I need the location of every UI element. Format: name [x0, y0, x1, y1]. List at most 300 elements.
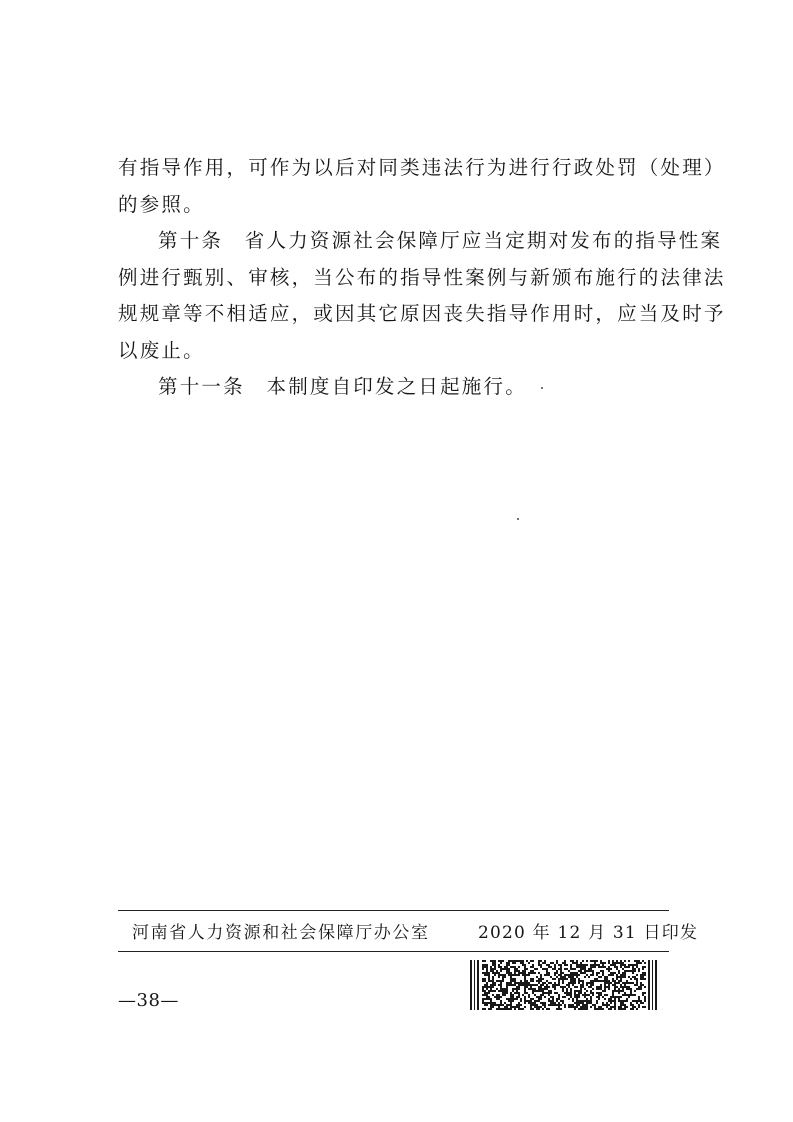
barcode-module — [608, 986, 610, 988]
barcode-module — [530, 970, 532, 972]
barcode-module — [574, 978, 576, 980]
barcode-module — [598, 1006, 600, 1008]
barcode-module — [506, 970, 508, 972]
barcode-module — [492, 984, 494, 986]
barcode-module — [626, 966, 628, 968]
barcode-module — [590, 970, 592, 972]
barcode-module — [562, 1002, 564, 1004]
barcode-module — [580, 962, 582, 964]
barcode-module — [488, 1002, 490, 1004]
barcode-module — [542, 990, 544, 992]
barcode-module — [550, 962, 552, 964]
barcode-module — [598, 988, 600, 990]
barcode-module — [624, 976, 626, 978]
barcode-module — [606, 978, 608, 980]
barcode-module — [570, 990, 572, 992]
barcode-module — [574, 1008, 576, 1010]
barcode-module — [490, 1002, 492, 1004]
barcode-module — [580, 964, 582, 966]
barcode-module — [608, 1004, 610, 1006]
barcode-module — [572, 972, 574, 974]
barcode-module — [564, 1006, 566, 1008]
barcode-module — [532, 1004, 534, 1006]
barcode-module — [610, 1008, 612, 1010]
barcode-module — [506, 992, 508, 994]
barcode-module — [596, 978, 598, 980]
barcode-module — [540, 1006, 542, 1008]
barcode-module — [624, 960, 626, 962]
barcode-module — [598, 998, 600, 1000]
barcode-module — [488, 996, 490, 998]
barcode-module — [530, 960, 532, 962]
barcode-module — [570, 982, 572, 984]
barcode-module — [592, 974, 594, 976]
barcode-module — [574, 986, 576, 988]
barcode-module — [564, 996, 566, 998]
barcode-module — [570, 972, 572, 974]
barcode-module — [530, 1000, 532, 1002]
barcode-module — [546, 1008, 548, 1010]
barcode-module — [552, 1004, 554, 1006]
barcode-module — [642, 984, 644, 986]
barcode-module — [628, 960, 630, 962]
barcode-module — [612, 994, 614, 996]
barcode-module — [532, 1008, 534, 1010]
barcode-module — [536, 996, 538, 998]
barcode-module — [584, 966, 586, 968]
footer-issuer: 河南省人力资源和社会保障厅办公室 — [132, 923, 430, 943]
barcode-module — [612, 972, 614, 974]
barcode-module — [508, 1008, 510, 1010]
barcode-module — [602, 1002, 604, 1004]
barcode-module — [570, 980, 572, 982]
barcode-module — [524, 984, 526, 986]
barcode-module — [520, 972, 522, 974]
barcode-module — [572, 982, 574, 984]
barcode-module — [508, 960, 510, 962]
barcode-module — [512, 960, 514, 962]
barcode-module — [622, 1008, 624, 1010]
barcode-module — [638, 988, 640, 990]
barcode-module — [516, 996, 518, 998]
barcode-module — [484, 1002, 486, 1004]
barcode-module — [590, 992, 592, 994]
barcode-module — [484, 1008, 486, 1010]
barcode-module — [600, 986, 602, 988]
barcode-module — [558, 968, 560, 970]
barcode-module — [500, 988, 502, 990]
barcode-module — [600, 966, 602, 968]
barcode-module — [548, 1008, 550, 1010]
barcode-module — [516, 968, 518, 970]
barcode-module — [586, 998, 588, 1000]
barcode-module — [510, 966, 512, 968]
barcode-module — [514, 966, 516, 968]
barcode-module — [544, 1002, 546, 1004]
barcode-module — [630, 964, 632, 966]
barcode-module — [616, 960, 618, 962]
barcode-module — [568, 992, 570, 994]
barcode-module — [484, 972, 486, 974]
barcode-module — [590, 982, 592, 984]
barcode-module — [598, 994, 600, 996]
barcode-module — [562, 982, 564, 984]
barcode-module — [510, 982, 512, 984]
barcode-module — [592, 972, 594, 974]
barcode-module — [618, 990, 620, 992]
barcode-module — [506, 990, 508, 992]
barcode-module — [482, 988, 484, 990]
barcode-module — [554, 984, 556, 986]
barcode-module — [492, 1004, 494, 1006]
barcode-module — [604, 994, 606, 996]
barcode-module — [618, 972, 620, 974]
barcode-module — [532, 964, 534, 966]
barcode-module — [560, 1000, 562, 1002]
barcode-module — [540, 988, 542, 990]
barcode-module — [522, 974, 524, 976]
barcode-module — [550, 1002, 552, 1004]
barcode-module — [490, 1006, 492, 1008]
barcode-module — [576, 996, 578, 998]
barcode-module — [508, 968, 510, 970]
barcode-module — [540, 980, 542, 982]
barcode-module — [630, 1008, 632, 1010]
barcode-module — [572, 978, 574, 980]
barcode-module — [482, 960, 484, 962]
barcode-module — [514, 970, 516, 972]
barcode-module — [630, 970, 632, 972]
barcode-module — [576, 1006, 578, 1008]
barcode-module — [502, 990, 504, 992]
barcode-module — [582, 994, 584, 996]
barcode-module — [600, 1008, 602, 1010]
barcode-module — [582, 964, 584, 966]
barcode-module — [556, 972, 558, 974]
barcode-module — [516, 998, 518, 1000]
barcode-module — [566, 984, 568, 986]
barcode-module — [608, 974, 610, 976]
barcode-module — [560, 970, 562, 972]
barcode-module — [590, 974, 592, 976]
barcode-module — [524, 980, 526, 982]
barcode-module — [516, 988, 518, 990]
barcode-module — [610, 998, 612, 1000]
barcode-module — [534, 1000, 536, 1002]
barcode-module — [604, 978, 606, 980]
barcode-module — [644, 992, 646, 994]
barcode-module — [548, 966, 550, 968]
barcode-module — [568, 976, 570, 978]
barcode-module — [594, 1008, 596, 1010]
barcode-module — [580, 986, 582, 988]
barcode-module — [482, 990, 484, 992]
barcode-module — [518, 992, 520, 994]
barcode-module — [492, 982, 494, 984]
barcode-module — [634, 994, 636, 996]
barcode-module — [488, 974, 490, 976]
barcode-module — [512, 998, 514, 1000]
barcode-module — [590, 960, 592, 962]
barcode-module — [614, 990, 616, 992]
barcode-module — [490, 998, 492, 1000]
barcode-module — [644, 978, 646, 980]
barcode-module — [606, 968, 608, 970]
barcode-module — [614, 1002, 616, 1004]
barcode-module — [608, 962, 610, 964]
barcode-module — [560, 986, 562, 988]
barcode-module — [590, 990, 592, 992]
barcode-module — [604, 980, 606, 982]
barcode-module — [614, 988, 616, 990]
barcode-module — [634, 960, 636, 962]
barcode-module — [554, 964, 556, 966]
text-line: 规规章等不相适应，或因其它原因丧失指导作用时，应当及时予 — [118, 302, 726, 325]
barcode-module — [536, 968, 538, 970]
barcode-module — [514, 960, 516, 962]
barcode-module — [536, 1006, 538, 1008]
barcode-module — [580, 984, 582, 986]
barcode-module — [596, 986, 598, 988]
barcode-module — [640, 986, 642, 988]
barcode-module — [554, 978, 556, 980]
barcode-module — [498, 996, 500, 998]
barcode-module — [610, 974, 612, 976]
barcode-module — [486, 986, 488, 988]
barcode-module — [496, 994, 498, 996]
barcode-module — [470, 960, 472, 1010]
barcode-module — [576, 998, 578, 1000]
barcode-module — [488, 990, 490, 992]
barcode-module — [492, 962, 494, 964]
barcode-module — [588, 968, 590, 970]
barcode-module — [482, 1008, 484, 1010]
barcode-module — [524, 996, 526, 998]
barcode-module — [564, 992, 566, 994]
barcode-module — [608, 966, 610, 968]
barcode-module — [558, 982, 560, 984]
barcode-module — [524, 988, 526, 990]
barcode-module — [496, 996, 498, 998]
barcode-module — [544, 968, 546, 970]
barcode-module — [580, 968, 582, 970]
barcode-module — [608, 988, 610, 990]
barcode-module — [568, 1004, 570, 1006]
barcode-module — [618, 1006, 620, 1008]
barcode-module — [612, 1006, 614, 1008]
barcode-module — [632, 982, 634, 984]
barcode-module — [536, 976, 538, 978]
barcode-module — [506, 964, 508, 966]
article-11-line: 第十一条 本制度自印发之日起施行。 — [158, 375, 527, 398]
barcode-module — [620, 990, 622, 992]
barcode-module — [620, 966, 622, 968]
barcode-module — [628, 970, 630, 972]
barcode-module — [598, 996, 600, 998]
barcode-module — [602, 980, 604, 982]
barcode-module — [538, 998, 540, 1000]
barcode-module — [498, 998, 500, 1000]
barcode-module — [638, 1006, 640, 1008]
barcode-module — [482, 972, 484, 974]
barcode-module — [590, 1002, 592, 1004]
barcode-module — [626, 986, 628, 988]
barcode-module — [486, 964, 488, 966]
barcode-module — [570, 1004, 572, 1006]
barcode-module — [652, 960, 653, 1010]
barcode-module — [620, 984, 622, 986]
barcode-module — [576, 964, 578, 966]
barcode-module — [624, 986, 626, 988]
barcode-module — [514, 998, 516, 1000]
barcode-module — [624, 964, 626, 966]
barcode-module — [500, 960, 502, 962]
barcode-module — [594, 1004, 596, 1006]
barcode-module — [626, 1006, 628, 1008]
barcode-module — [578, 970, 580, 972]
barcode-module — [622, 1004, 624, 1006]
barcode-module — [554, 1004, 556, 1006]
barcode-module — [602, 1008, 604, 1010]
barcode-module — [574, 994, 576, 996]
barcode-module — [516, 1004, 518, 1006]
barcode-module — [630, 1004, 632, 1006]
barcode-module — [506, 1008, 508, 1010]
barcode-module — [538, 988, 540, 990]
barcode-module — [486, 1004, 488, 1006]
barcode-module — [524, 966, 526, 968]
barcode-module — [514, 968, 516, 970]
barcode-module — [542, 1008, 544, 1010]
barcode-module — [572, 1000, 574, 1002]
barcode-module — [592, 964, 594, 966]
barcode-module — [584, 1008, 586, 1010]
barcode-module — [540, 998, 542, 1000]
barcode-module — [588, 994, 590, 996]
barcode-module — [534, 1004, 536, 1006]
barcode-module — [602, 970, 604, 972]
barcode-module — [622, 962, 624, 964]
barcode-module — [498, 984, 500, 986]
barcode-module — [500, 962, 502, 964]
barcode-module — [624, 974, 626, 976]
barcode-module — [556, 984, 558, 986]
barcode-module — [512, 984, 514, 986]
barcode-module — [638, 1000, 640, 1002]
barcode-module — [602, 974, 604, 976]
barcode-module — [570, 992, 572, 994]
barcode-module — [524, 992, 526, 994]
barcode-module — [610, 1002, 612, 1004]
barcode-module — [596, 992, 598, 994]
barcode-module — [600, 976, 602, 978]
barcode-module — [568, 986, 570, 988]
barcode-module — [632, 966, 634, 968]
barcode-module — [504, 966, 506, 968]
barcode-module — [508, 998, 510, 1000]
barcode-module — [536, 1000, 538, 1002]
barcode-module — [562, 972, 564, 974]
barcode-module — [486, 988, 488, 990]
text-line: 例进行甄别、审核，当公布的指导性案例与新颁布施行的法律法 — [118, 265, 726, 289]
barcode-module — [586, 1000, 588, 1002]
barcode-module — [570, 1006, 572, 1008]
barcode-module — [490, 968, 492, 970]
barcode-module — [532, 990, 534, 992]
barcode-module — [572, 976, 574, 978]
barcode-module — [572, 962, 574, 964]
barcode-module — [532, 966, 534, 968]
barcode-module — [604, 990, 606, 992]
barcode-module — [568, 982, 570, 984]
barcode-module — [538, 978, 540, 980]
barcode-module — [548, 982, 550, 984]
barcode-module — [540, 966, 542, 968]
barcode-module — [638, 998, 640, 1000]
barcode-module — [616, 978, 618, 980]
barcode-module — [644, 998, 646, 1000]
barcode-module — [564, 974, 566, 976]
text-line: 以废止。 — [118, 338, 205, 362]
barcode-module — [572, 960, 574, 962]
barcode-module — [502, 1008, 504, 1010]
barcode-module — [512, 1006, 514, 1008]
barcode-module — [582, 982, 584, 984]
barcode-module — [574, 962, 576, 964]
barcode-module — [494, 974, 496, 976]
barcode-module — [642, 974, 644, 976]
barcode-module — [502, 992, 504, 994]
barcode-module — [604, 988, 606, 990]
barcode-module — [602, 996, 604, 998]
barcode-module — [560, 964, 562, 966]
barcode-module — [592, 1004, 594, 1006]
barcode-module — [616, 996, 618, 998]
barcode-module — [510, 992, 512, 994]
barcode-module — [486, 972, 488, 974]
barcode-module — [554, 974, 556, 976]
barcode-module — [576, 966, 578, 968]
barcode-module — [552, 978, 554, 980]
barcode-module — [484, 992, 486, 994]
barcode-module — [496, 972, 498, 974]
barcode-module — [494, 982, 496, 984]
footer-top-rule — [118, 910, 669, 911]
scan-speck — [541, 387, 543, 389]
barcode-module — [484, 974, 486, 976]
barcode-module — [506, 1006, 508, 1008]
barcode-module — [534, 1006, 536, 1008]
barcode-module — [488, 1008, 490, 1010]
barcode-module — [530, 1002, 532, 1004]
barcode-module — [550, 1000, 552, 1002]
barcode-module — [534, 984, 536, 986]
barcode-module — [584, 988, 586, 990]
barcode-module — [542, 984, 544, 986]
barcode-module — [502, 974, 504, 976]
barcode-module — [598, 964, 600, 966]
barcode-module — [540, 994, 542, 996]
barcode-module — [578, 978, 580, 980]
barcode-module — [588, 970, 590, 972]
barcode-module — [554, 1002, 556, 1004]
barcode-module — [590, 966, 592, 968]
barcode-module — [642, 972, 644, 974]
barcode-module — [506, 962, 508, 964]
barcode-module — [516, 960, 518, 962]
barcode-module — [490, 1000, 492, 1002]
barcode-module — [632, 1004, 634, 1006]
